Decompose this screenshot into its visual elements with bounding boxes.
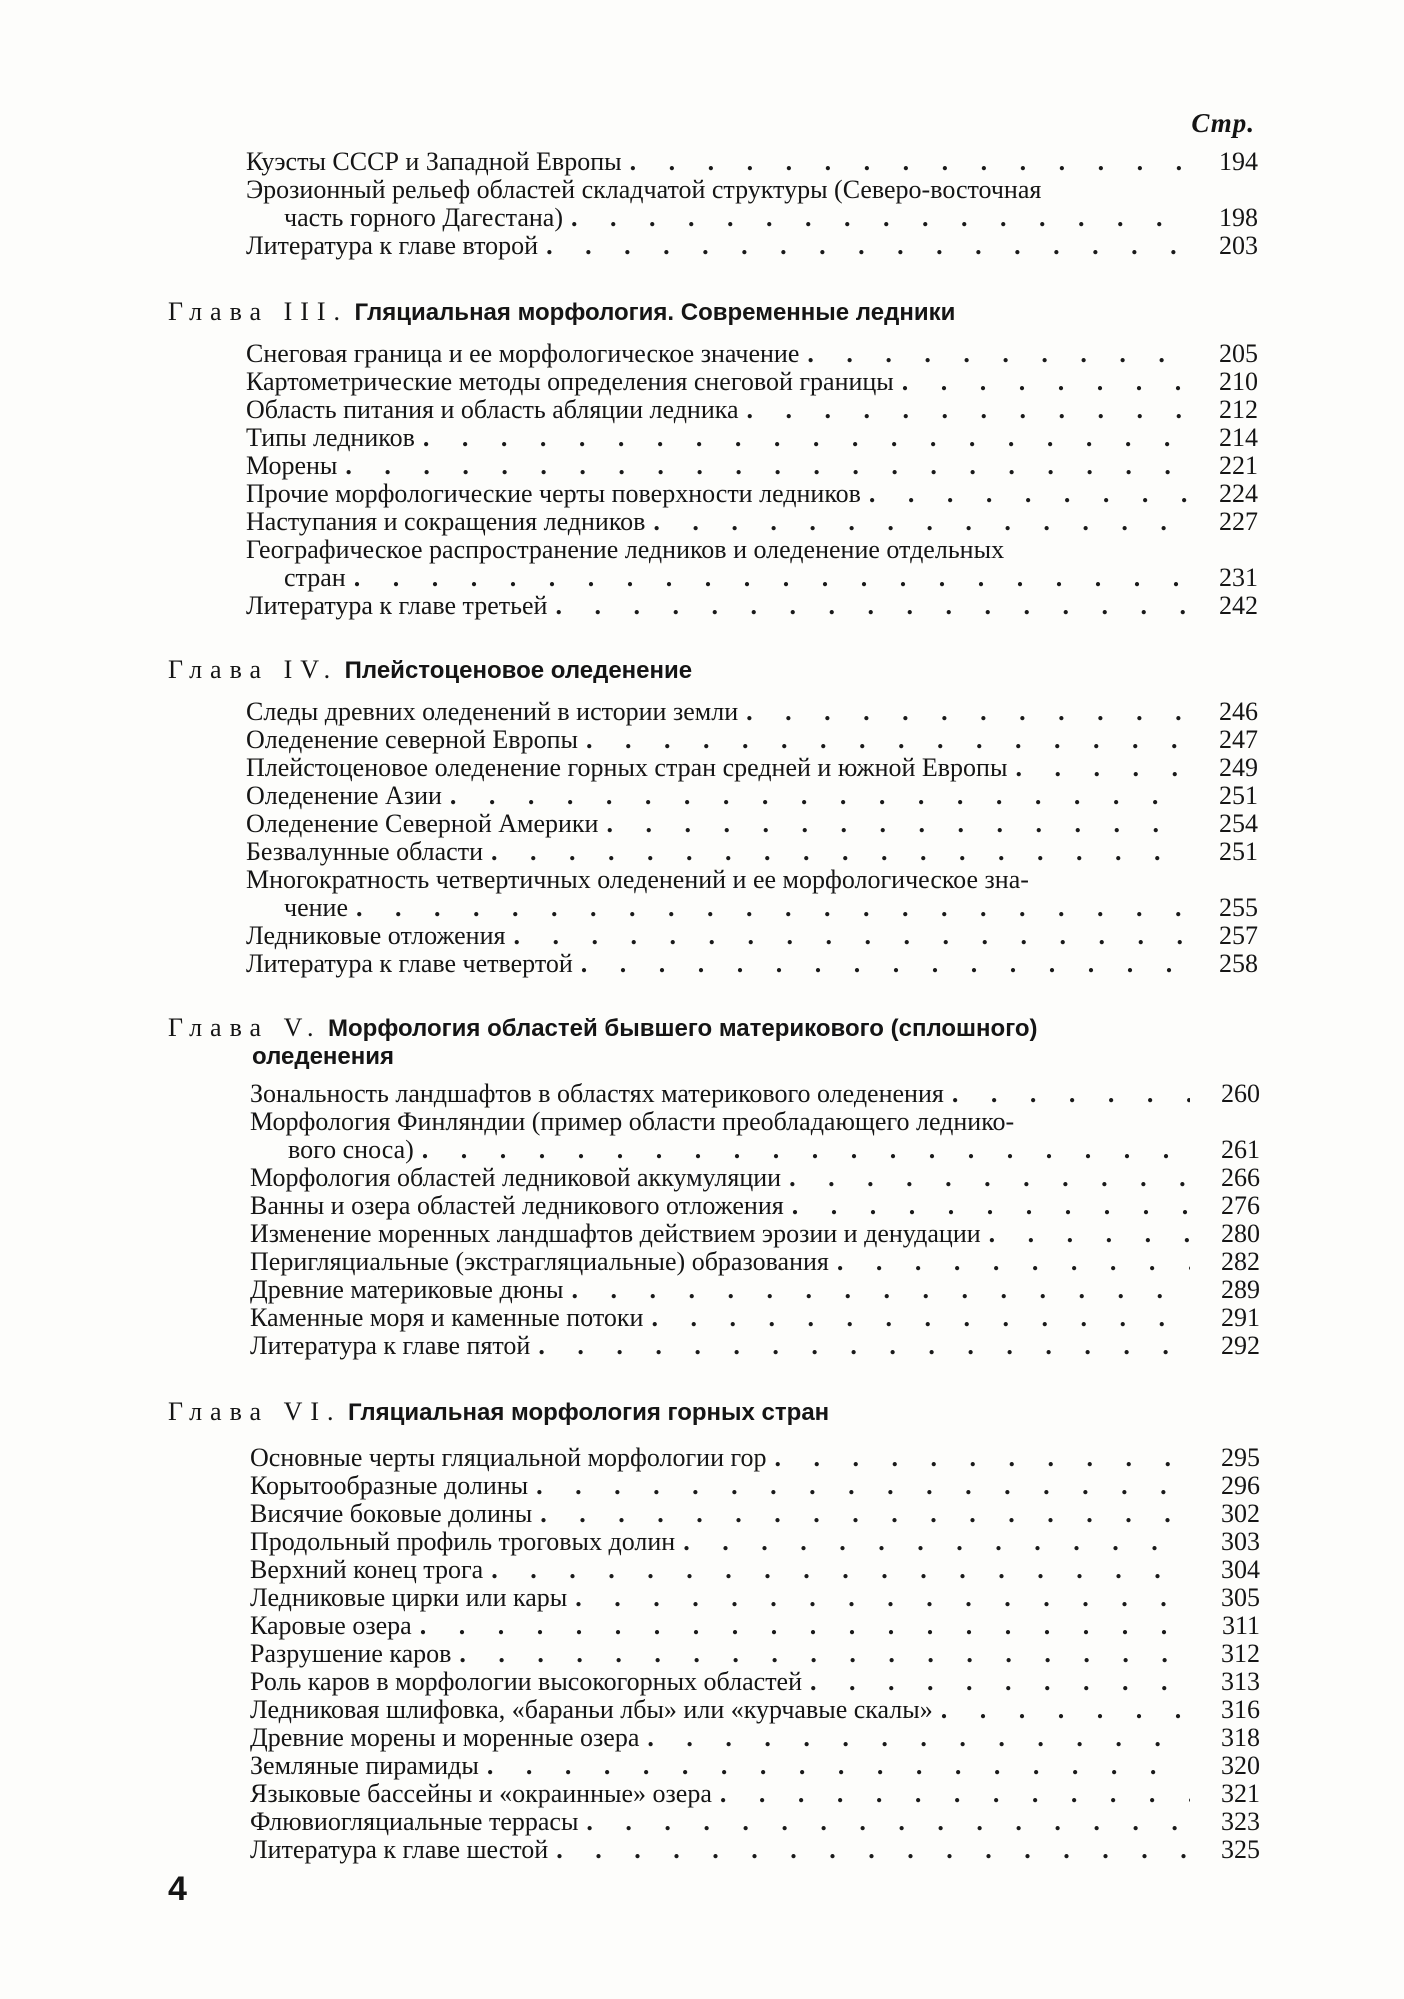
toc-entry-title: Литература к главе пятой (250, 1331, 531, 1360)
toc-entry-title: Морены (246, 451, 338, 480)
toc-entry-title: Продольный профиль троговых долин (250, 1527, 676, 1556)
toc-entry (250, 1808, 1260, 1836)
toc-entry (246, 480, 1258, 508)
toc-entry-page: 210 (1219, 367, 1258, 396)
toc-entry-page: 296 (1221, 1471, 1260, 1500)
toc-entry-page: 194 (1219, 147, 1258, 176)
toc-entry-page: 295 (1221, 1443, 1260, 1472)
toc-entry-title: Основные черты гляциальной морфологии гор (250, 1443, 767, 1472)
toc-entry-title: Оледенение Северной Америки (246, 809, 599, 838)
toc-entry (250, 1248, 1260, 1276)
toc-entry (250, 1668, 1260, 1696)
toc-entry-title: Оледенение северной Европы (246, 725, 578, 754)
toc-entry-page: 214 (1219, 423, 1258, 452)
page-number: 4 (168, 1870, 187, 1908)
toc-entry-page: 198 (1219, 203, 1258, 232)
toc-entry-title: Каменные моря и каменные потоки (250, 1303, 644, 1332)
toc-entry-title: Снеговая граница и ее морфологическое значение (246, 339, 800, 368)
toc-entry-title: Литература к главе третьей (246, 591, 548, 620)
toc-entry-title: Географическое распространение ледников и оледенение отдельных (246, 536, 1005, 564)
toc-entry-page: 224 (1219, 479, 1258, 508)
toc-entry-page: 251 (1219, 781, 1258, 810)
toc-entry-title: Висячие боковые долины (250, 1499, 533, 1528)
toc-entry-page: 203 (1219, 231, 1258, 260)
toc-entry (246, 368, 1258, 396)
toc-entry-page: 303 (1221, 1527, 1260, 1556)
toc-entry-page: 257 (1219, 921, 1258, 950)
toc-entry-title: Прочие морфологические черты поверхности ледников (246, 479, 861, 508)
toc-entry-page: 249 (1219, 753, 1258, 782)
toc-entry-page: 254 (1219, 809, 1258, 838)
toc-entry (250, 1584, 1260, 1612)
chapter-title: Гляциальная морфология горных стран (348, 1399, 830, 1426)
chapter-title-cont: оледенения (252, 1043, 395, 1070)
toc-entry (250, 1444, 1260, 1472)
toc-entry-page: 291 (1221, 1303, 1260, 1332)
toc-entry-page: 289 (1221, 1275, 1260, 1304)
chapter-heading (168, 298, 1178, 327)
toc-entry-title: Земляные пирамиды (250, 1751, 479, 1780)
toc-entry (250, 1164, 1260, 1192)
toc-entry (250, 1192, 1260, 1220)
toc-entry-page: 246 (1219, 697, 1258, 726)
toc-entry (246, 340, 1258, 368)
toc-entry-title: Многократность четвертичных оледенений и ее морфологическое зна- (246, 866, 1029, 894)
toc-entry-page: 276 (1221, 1191, 1260, 1220)
toc-entry-title: Роль каров в морфологии высокогорных областей (250, 1667, 803, 1696)
toc-entry-page: 312 (1221, 1639, 1260, 1668)
toc-entry-title: Корытообразные долины (250, 1471, 529, 1500)
toc-entry (250, 1640, 1260, 1668)
toc-entry-page: 261 (1221, 1135, 1260, 1164)
toc-entry (250, 1752, 1260, 1780)
toc-entry-title: Морфология Финляндии (пример области преобладающего леднико- (250, 1108, 1015, 1136)
toc-entry-title: Область питания и область абляции ледника (246, 395, 739, 424)
toc-entry (250, 1276, 1260, 1304)
toc-entry-page: 292 (1221, 1331, 1260, 1360)
toc-entry (246, 754, 1258, 782)
toc-entry (246, 726, 1258, 754)
toc-entry (250, 1528, 1260, 1556)
toc-entry (246, 424, 1258, 452)
chapter-label: Глава VI. (168, 1397, 342, 1426)
toc-entry-title: Флювиогляциальные террасы (250, 1807, 579, 1836)
toc-entry-page: 205 (1219, 339, 1258, 368)
page-column-label: Стр. (1191, 108, 1255, 138)
toc-entry-title: Перигляциальные (экстрагляциальные) образования (250, 1247, 829, 1276)
toc-entry-title: Картометрические методы определения снеговой границы (246, 367, 894, 396)
toc-entry (250, 1472, 1260, 1500)
toc-entry (246, 810, 1258, 838)
toc-entry-title: Ледниковая шлифовка, «бараньи лбы» или «курчавые скалы» (250, 1695, 933, 1724)
chapter-label: Глава IV. (168, 655, 339, 684)
toc-entry-page: 313 (1221, 1667, 1260, 1696)
toc-entry-title: Разрушение каров (250, 1639, 452, 1668)
toc-entry-title: Морфология областей ледниковой аккумуляции (250, 1163, 782, 1192)
toc-entry-title: Верхний конец трога (250, 1555, 484, 1584)
toc-entry-page: 227 (1219, 507, 1258, 536)
toc-entry-page: 316 (1221, 1695, 1260, 1724)
toc-entry (250, 1080, 1260, 1108)
toc-entry (250, 1500, 1260, 1528)
toc-entry (250, 1612, 1260, 1640)
toc-entry-title: Ледниковые цирки или кары (250, 1583, 568, 1612)
toc-entry-page: 221 (1219, 451, 1258, 480)
chapter-title: Морфология областей бывшего материкового (сплошного) (328, 1015, 1038, 1042)
chapter-heading (168, 1014, 1178, 1071)
toc-entry (246, 782, 1258, 810)
toc-entry-title: Литература к главе шестой (250, 1835, 549, 1864)
toc-entry (250, 1780, 1260, 1808)
toc-entry (246, 508, 1258, 536)
toc-entry-page: 304 (1221, 1555, 1260, 1584)
toc-entry-title: Ванны и озера областей ледникового отложения (250, 1191, 784, 1220)
toc-entry-page: 231 (1219, 563, 1258, 592)
toc-entry (246, 950, 1258, 978)
toc-entry-title-cont: вого сноса) (288, 1135, 414, 1164)
toc-entry (250, 1304, 1260, 1332)
toc-entry (246, 866, 1258, 922)
toc-entry (246, 396, 1258, 424)
toc-entry (246, 148, 1258, 176)
toc-entry-page: 212 (1219, 395, 1258, 424)
toc-entry-title: Куэсты СССР и Западной Европы (246, 147, 622, 176)
toc-entry-title: Ледниковые отложения (246, 921, 506, 950)
toc-entry (250, 1220, 1260, 1248)
toc-entry-title: Безвалунные области (246, 837, 483, 866)
toc-entry-page: 302 (1221, 1499, 1260, 1528)
toc-entry-title: Каровые озера (250, 1611, 412, 1640)
toc-entry-title: Оледенение Азии (246, 781, 442, 810)
toc-entry (246, 176, 1258, 232)
toc-entry-title-cont: часть горного Дагестана) (284, 203, 563, 232)
chapter-heading (168, 656, 1178, 685)
toc-entry (246, 592, 1258, 620)
toc-entry-page: 266 (1221, 1163, 1260, 1192)
toc-entry (250, 1556, 1260, 1584)
toc-entry-page: 280 (1221, 1219, 1260, 1248)
toc-entry (246, 698, 1258, 726)
chapter-title: Гляциальная морфология. Современные ледники (354, 299, 956, 326)
toc-entry-title: Древние материковые дюны (250, 1275, 564, 1304)
toc-entry-page: 320 (1221, 1751, 1260, 1780)
toc-entry-page: 305 (1221, 1583, 1260, 1612)
toc-entry-title: Зональность ландшафтов в областях материкового оледенения (250, 1079, 944, 1108)
toc-entry (250, 1108, 1260, 1164)
toc-entry-title: Плейстоценовое оледенение горных стран средней и южной Европы (246, 753, 1008, 782)
toc-entry-title: Наступания и сокращения ледников (246, 507, 646, 536)
toc-entry (246, 838, 1258, 866)
toc-entry-page: 282 (1221, 1247, 1260, 1276)
chapter-label: Глава III. (168, 297, 349, 326)
toc-entry-page: 251 (1219, 837, 1258, 866)
chapter-label: Глава V. (168, 1013, 322, 1042)
toc-entry (246, 922, 1258, 950)
toc-entry-page: 260 (1221, 1079, 1260, 1108)
toc-entry-page: 321 (1221, 1779, 1260, 1808)
toc-entry (250, 1836, 1260, 1864)
toc-entry-page: 258 (1219, 949, 1258, 978)
chapter-heading (168, 1398, 1178, 1427)
toc-entry-page: 247 (1219, 725, 1258, 754)
toc-entry-page: 242 (1219, 591, 1258, 620)
chapter-title: Плейстоценовое оледенение (344, 657, 693, 684)
toc-entry-title: Древние морены и моренные озера (250, 1723, 640, 1752)
toc-entry-title: Литература к главе второй (246, 231, 539, 260)
toc-entry-page: 311 (1221, 1611, 1260, 1640)
toc-entry-page: 325 (1221, 1835, 1260, 1864)
toc-entry-title: Следы древних оледенений в истории земли (246, 697, 739, 726)
toc-entry (250, 1724, 1260, 1752)
toc-entry (246, 232, 1258, 260)
toc-entry-title-cont: чение (284, 893, 348, 922)
toc-entry-title: Языковые бассейны и «окраинные» озера (250, 1779, 712, 1808)
toc-entry-title: Изменение моренных ландшафтов действием эрозии и денудации (250, 1219, 981, 1248)
toc-entry-page: 318 (1221, 1723, 1260, 1752)
toc-entry-title-cont: стран (284, 563, 346, 592)
toc-entry-page: 323 (1221, 1807, 1260, 1836)
toc-entry-page: 255 (1219, 893, 1258, 922)
toc-entry (250, 1332, 1260, 1360)
toc-entry-title: Литература к главе четвертой (246, 949, 573, 978)
toc-entry-title: Эрозионный рельеф областей складчатой структуры (Северо-восточная (246, 176, 1042, 204)
toc-entry (246, 536, 1258, 592)
toc-entry-title: Типы ледников (246, 423, 415, 452)
toc-entry (250, 1696, 1260, 1724)
toc-entry (246, 452, 1258, 480)
